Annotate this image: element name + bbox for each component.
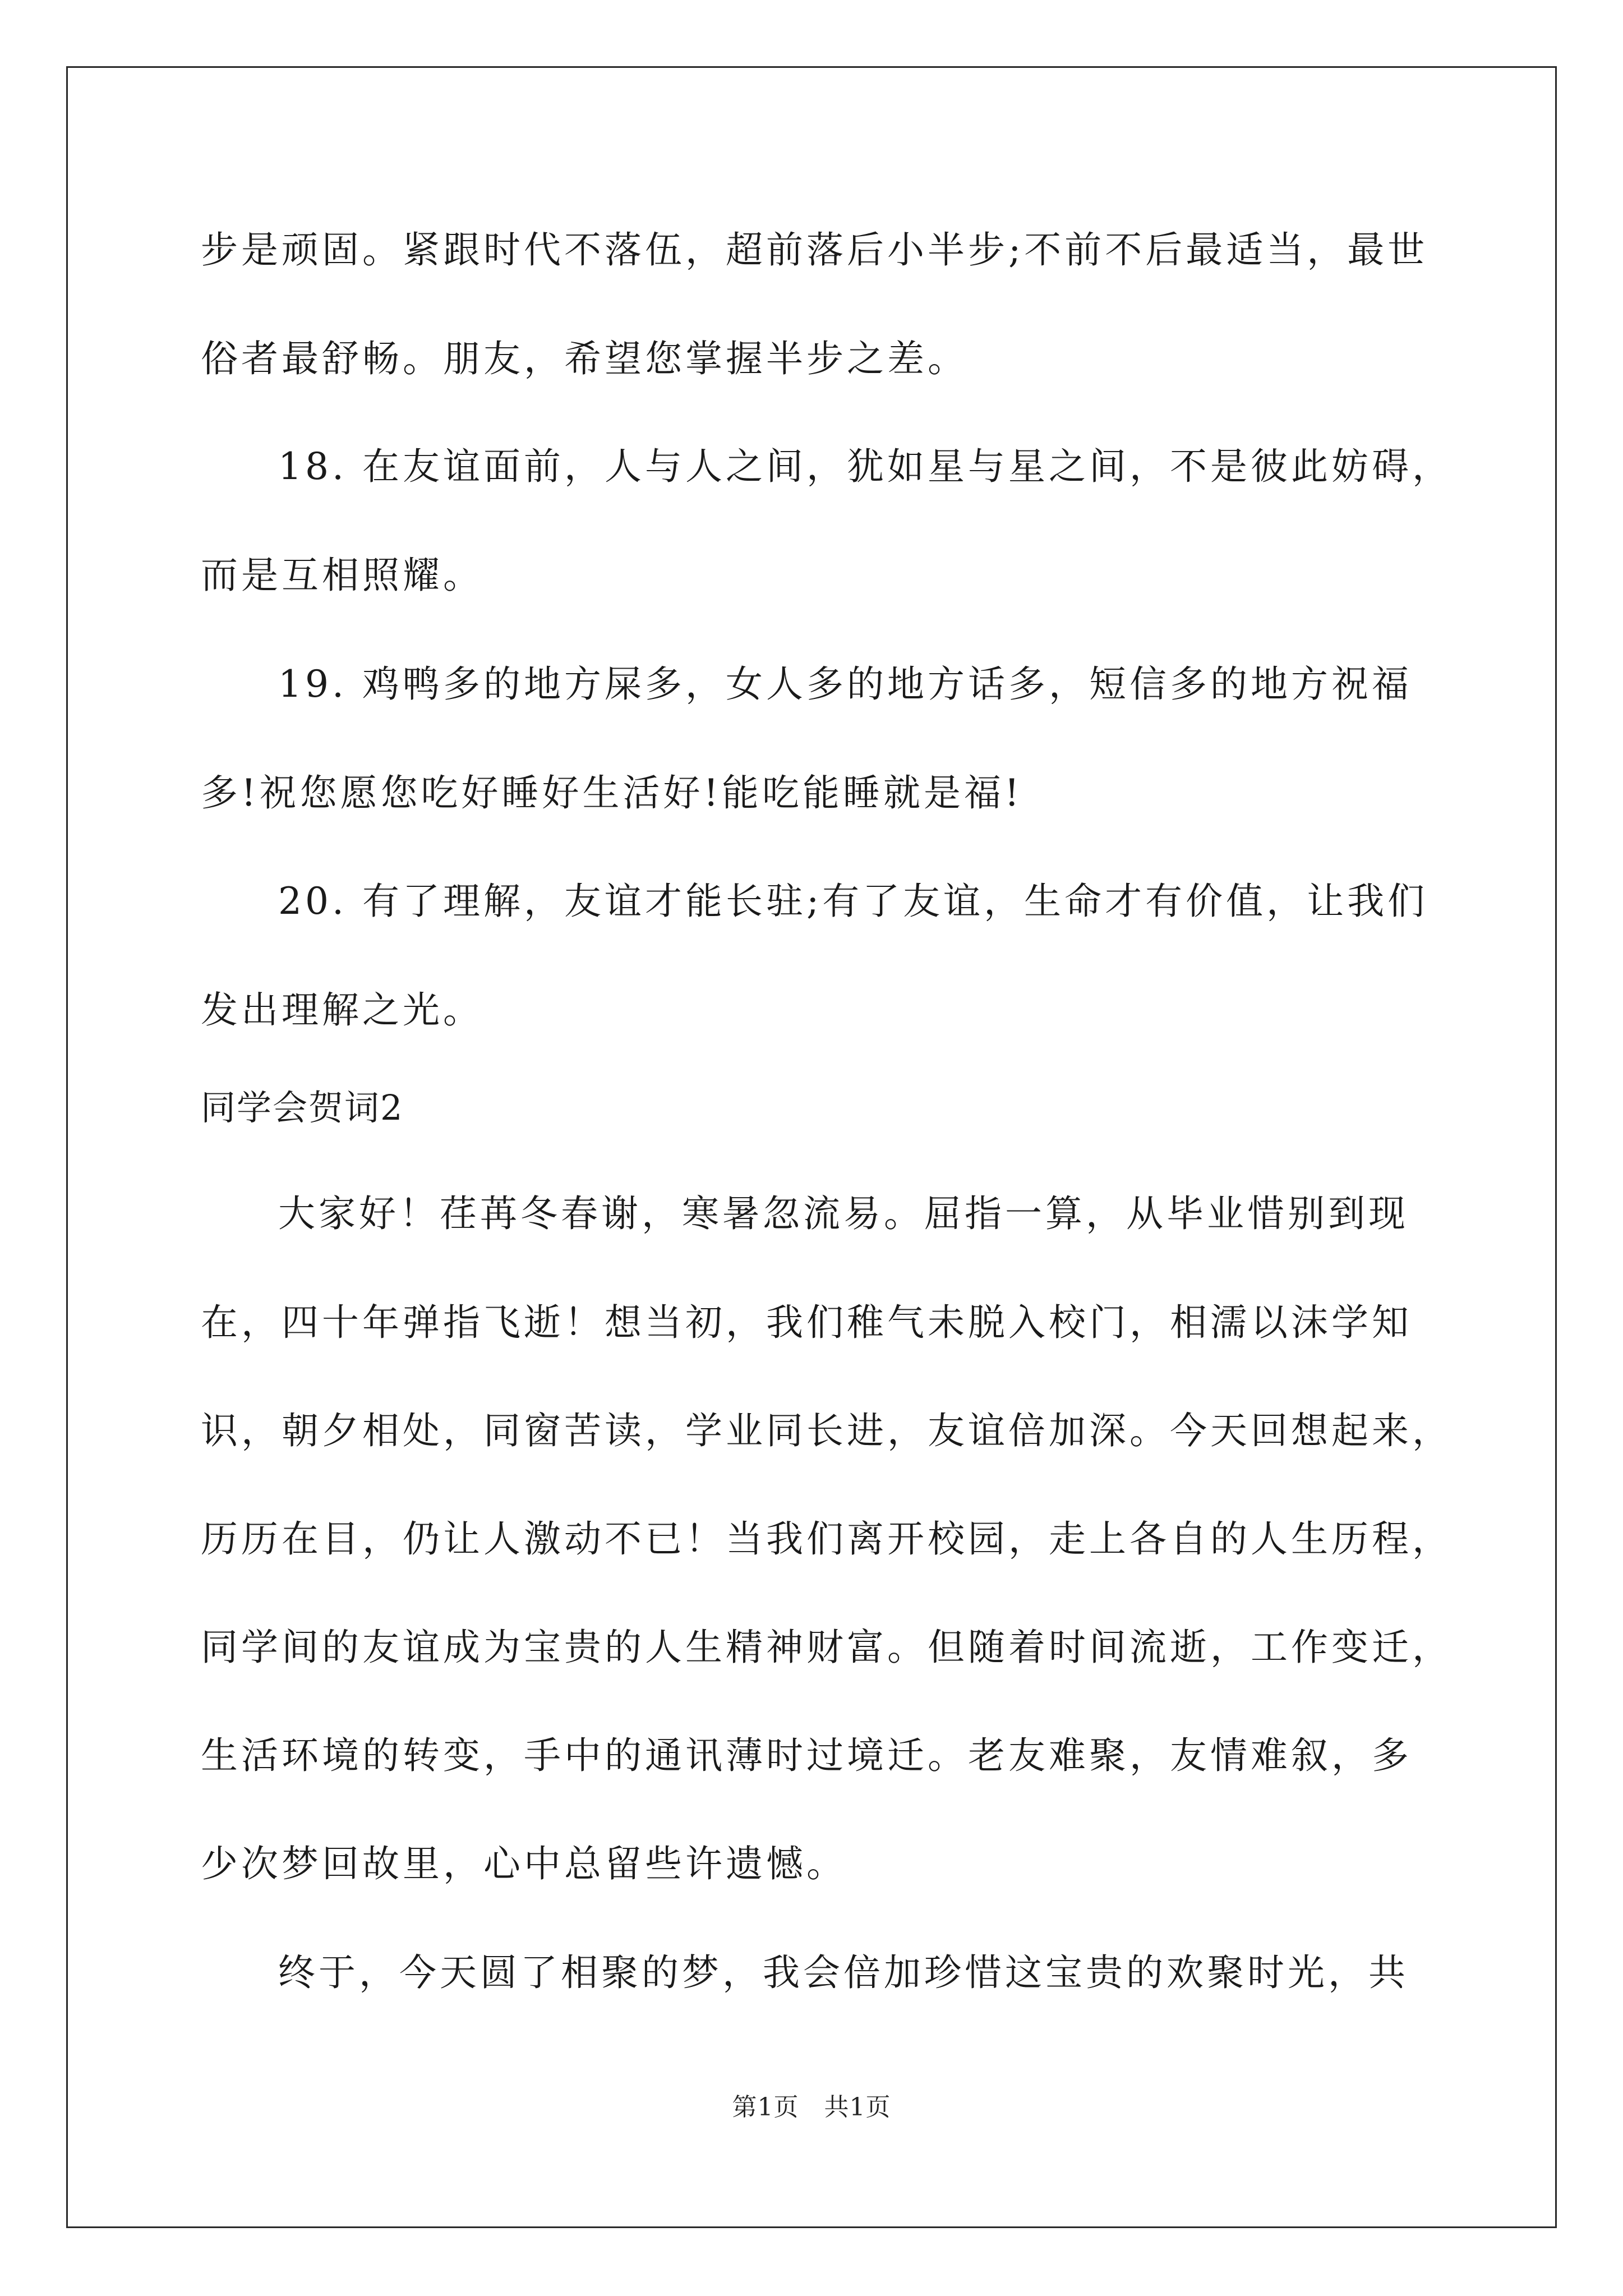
text-line: 而是互相照耀。 — [201, 554, 483, 597]
page-number-footer: 第1页 共1页 — [732, 2093, 891, 2122]
paragraph-start: 终于，今天圆了相聚的梦，我会倍加珍惜这宝贵的欢聚时光，共 — [278, 1951, 1409, 1994]
text-line: 识，朝夕相处，同窗苦读，学业同长进，友谊倍加深。今天回想起来， — [201, 1409, 1453, 1452]
list-item-18: 18. 在友谊面前，人与人之间，犹如星与星之间，不是彼此妨碍， — [278, 445, 1453, 488]
text-line: 步是顽固。紧跟时代不落伍，超前落后小半步;不前不后最适当，最世 — [201, 228, 1428, 272]
text-line: 多!祝您愿您吃好睡好生活好!能吃能睡就是福! — [201, 771, 1023, 815]
text-line: 生活环境的转变，手中的通讯薄时过境迁。老友难聚，友情难叙，多 — [201, 1734, 1412, 1777]
page-frame — [66, 66, 1557, 2228]
text-line: 同学间的友谊成为宝贵的人生精神财富。但随着时间流逝，工作变迁， — [201, 1626, 1453, 1669]
section-heading: 同学会贺词2 — [201, 1087, 404, 1128]
list-item-19: 19. 鸡鸭多的地方屎多，女人多的地方话多，短信多的地方祝福 — [278, 662, 1412, 706]
text-line: 少次梦回故里，心中总留些许遗憾。 — [201, 1842, 847, 1885]
text-line: 历历在目，仍让人激动不已！当我们离开校园，走上各自的人生历程， — [201, 1517, 1453, 1561]
list-item-20: 20. 有了理解，友谊才能长驻;有了友谊，生命才有价值，让我们 — [278, 880, 1428, 923]
text-line: 发出理解之光。 — [201, 988, 483, 1032]
text-line: 俗者最舒畅。朋友，希望您掌握半步之差。 — [201, 337, 968, 380]
paragraph-start: 大家好！荏苒冬春谢，寒暑忽流易。屈指一算，从毕业惜别到现 — [278, 1192, 1409, 1235]
text-line: 在，四十年弹指飞逝！想当初，我们稚气未脱入校门，相濡以沫学知 — [201, 1301, 1412, 1344]
